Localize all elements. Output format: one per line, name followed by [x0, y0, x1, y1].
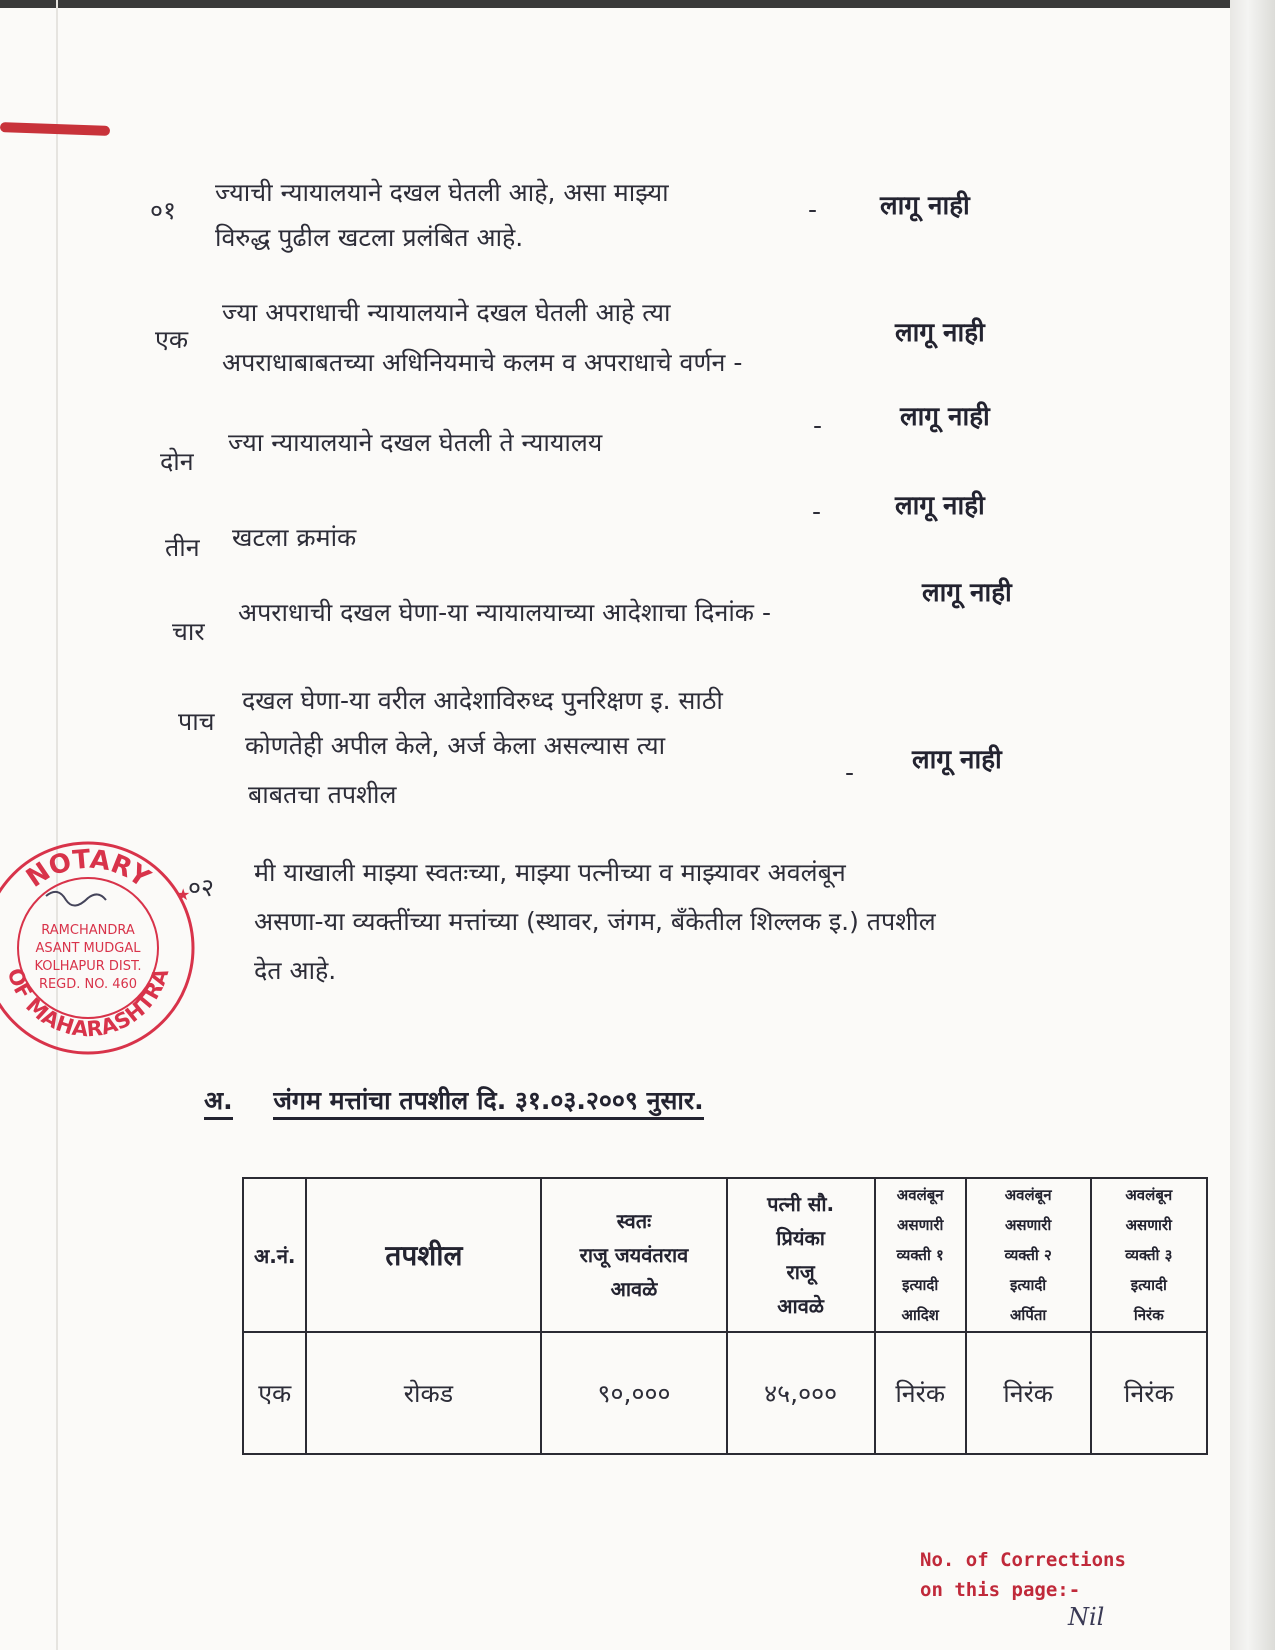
item-dash: -: [812, 497, 822, 526]
item-text-line: खटला क्रमांक: [232, 523, 357, 552]
item-value: लागू नाही: [912, 745, 1002, 775]
cell-dependent-2: निरंक: [966, 1332, 1091, 1454]
item-text-line: दखल घेणा-या वरील आदेशाविरुध्द पुनरिक्षण इ. साठी: [242, 686, 723, 715]
item-value: लागू नाही: [880, 191, 970, 221]
table-header-row: [243, 1178, 1207, 1332]
header-line: अवलंबून: [1125, 1186, 1173, 1204]
stamp-line: ASANT MUDGAL: [35, 941, 141, 956]
header-dependent-1: [875, 1178, 966, 1332]
item-text-line: ज्या न्यायालयाने दखल घेतली ते न्यायालय: [228, 428, 603, 457]
header-line: असणारी: [897, 1216, 944, 1234]
header-line: राजू जयवंतराव: [579, 1243, 689, 1267]
corrections-line-1: No. of Corrections: [920, 1549, 1126, 1571]
stamp-line: RAMCHANDRA: [41, 923, 135, 938]
header-line: इत्यादी: [902, 1276, 939, 1294]
section-prefix: अ.: [204, 1086, 233, 1120]
item-number: चार: [172, 617, 205, 646]
item-value: लागू नाही: [922, 578, 1012, 608]
cell-serial-no: एक: [243, 1332, 306, 1454]
item-text-line: अपराधाबाबतच्या अधिनियमाचे कलम व अपराधाचे वर्णन -: [222, 348, 743, 377]
item-dash: -: [845, 758, 855, 787]
page-right-edge: [1230, 0, 1275, 1650]
header-wife: [727, 1178, 875, 1332]
item-value: लागू नाही: [895, 318, 985, 348]
header-line: इत्यादी: [1010, 1276, 1047, 1294]
notary-stamp: [0, 836, 201, 1061]
movable-assets-table: [242, 1177, 1208, 1455]
item-number: एक: [155, 325, 189, 354]
stamp-line: KOLHAPUR DIST.: [34, 959, 142, 974]
header-line: असणारी: [1004, 1216, 1052, 1234]
header-line: आवळे: [777, 1294, 825, 1318]
item-text-line: कोणतेही अपील केले, अर्ज केला असल्यास त्या: [245, 731, 666, 760]
header-detail: तपशील: [306, 1178, 541, 1332]
header-line: व्यक्ती ३: [1125, 1246, 1173, 1264]
header-dependent-2: [966, 1178, 1091, 1332]
header-line: निरंक: [1133, 1306, 1164, 1324]
header-line: व्यक्ती १: [896, 1246, 944, 1264]
stamp-top-text: NOTARY: [21, 844, 156, 894]
header-line: राजू: [786, 1260, 815, 1284]
item-dash: -: [808, 195, 818, 224]
header-line: पत्नी सौ.: [767, 1192, 835, 1216]
item-value: लागू नाही: [895, 491, 985, 521]
star-icon: ★: [176, 885, 191, 904]
page-top-edge: [0, 0, 1275, 8]
item-text-line: असणा-या व्यक्तींच्या मत्तांच्या (स्थावर, जंगम, बँकेतील शिल्लक इ.) तपशील: [254, 907, 936, 936]
item-text-line: ज्या अपराधाची न्यायालयाने दखल घेतली आहे त्या: [222, 298, 671, 327]
header-line: व्यक्ती २: [1004, 1246, 1052, 1264]
stamp-bottom-text: OF MAHARASHTRA: [2, 965, 174, 1042]
corrections-line-2: on this page:-: [920, 1579, 1081, 1601]
item-text-line: विरुद्ध पुढील खटला प्रलंबित आहे.: [215, 223, 524, 252]
header-line: अवलंबून: [1004, 1186, 1052, 1204]
item-text-line: अपराधाची दखल घेणा-या न्यायालयाच्या आदेशाचा दिनांक -: [238, 598, 771, 627]
binding-fold: [56, 0, 58, 1650]
notary-signature: [46, 892, 106, 906]
item-text-line: ज्याची न्यायालयाने दखल घेतली आहे, असा माझ्या: [215, 178, 669, 207]
section-heading: [204, 1083, 704, 1117]
corrections-handwritten-value: Nil: [1068, 1603, 1105, 1631]
header-line: स्वतः: [616, 1209, 652, 1233]
corrections-note: [920, 1545, 1126, 1605]
table-row: [243, 1332, 1207, 1454]
header-line: अवलंबून: [896, 1186, 944, 1204]
section-title: जंगम मत्तांचा तपशील दि. ३१.०३.२००९ नुसार.: [273, 1086, 703, 1120]
header-line: आवळे: [610, 1277, 658, 1301]
header-self: [541, 1178, 726, 1332]
cell-detail: रोकड: [306, 1332, 541, 1454]
item-number: ०१: [150, 196, 177, 225]
item-text-line: देत आहे.: [254, 956, 337, 985]
item-text-line: मी याखाली माझ्या स्वतःच्या, माझ्या पत्नीच्या व माझ्यावर अवलंबून: [254, 858, 846, 887]
header-line: प्रियंका: [776, 1226, 825, 1250]
stamp-line: REGD. NO. 460: [38, 977, 138, 992]
header-line: अर्पिता: [1009, 1306, 1047, 1324]
item-text-line: बाबतचा तपशील: [248, 780, 397, 809]
cell-wife: ४५,०००: [727, 1332, 875, 1454]
header-dependent-3: [1091, 1178, 1207, 1332]
binding-thread: [0, 122, 110, 136]
cell-self: ९०,०००: [541, 1332, 726, 1454]
item-number: तीन: [165, 533, 200, 562]
cell-dependent-1: निरंक: [875, 1332, 966, 1454]
item-number: पाच: [178, 707, 215, 736]
header-serial-no: अ.नं.: [243, 1178, 306, 1332]
item-number: ०२: [188, 873, 215, 902]
item-value: लागू नाही: [900, 402, 990, 432]
cell-dependent-3: निरंक: [1091, 1332, 1207, 1454]
header-line: आदिश: [901, 1306, 939, 1324]
item-dash: -: [813, 411, 823, 440]
header-line: इत्यादी: [1130, 1276, 1167, 1294]
header-line: असणारी: [1125, 1216, 1172, 1234]
item-number: दोन: [160, 447, 194, 476]
